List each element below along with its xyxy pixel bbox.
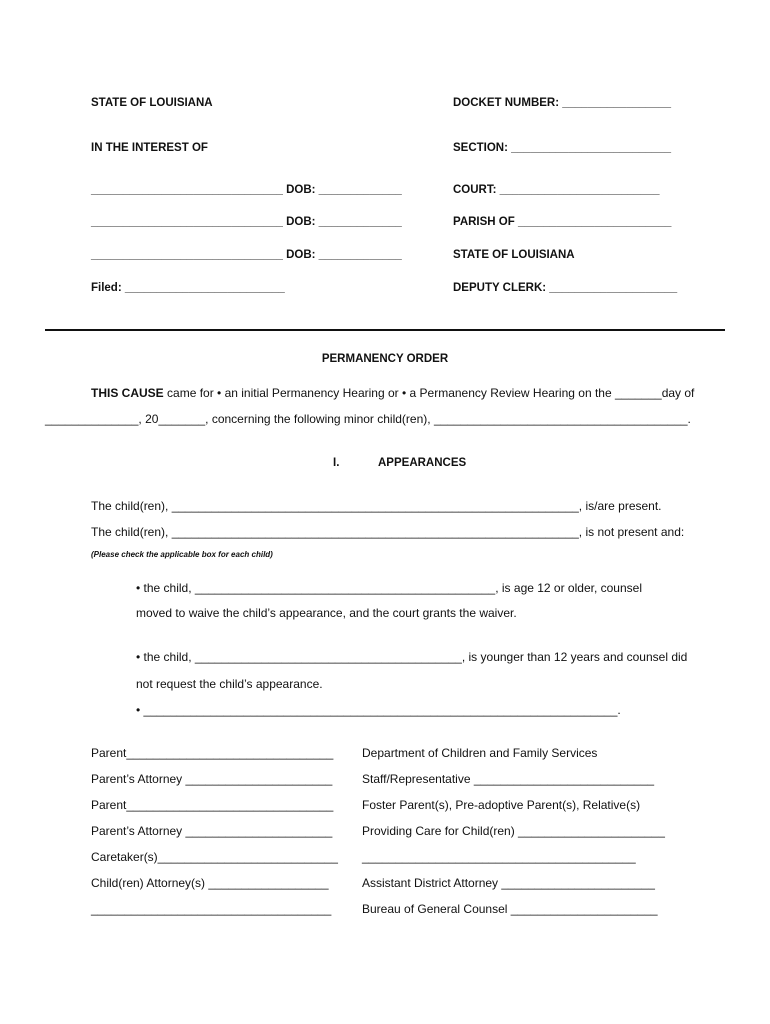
party-right-5: _________________________________________ [362, 850, 636, 864]
filed-line: Filed: _________________________ [91, 282, 285, 294]
option-other-line: • _______________________________________________________________________. [136, 703, 621, 717]
section-number: I. [333, 457, 340, 469]
caption-state: STATE OF LOUISIANA [91, 97, 213, 109]
party-left-1: Parent_______________________________ [91, 746, 334, 760]
party-right-6: Assistant District Attorney _______________________ [362, 876, 655, 890]
docket-number: DOCKET NUMBER: _________________ [453, 97, 671, 109]
child-dob-line-3: ______________________________ DOB: _____________ [91, 249, 402, 261]
party-left-6: Child(ren) Attorney(s) __________________ [91, 876, 329, 890]
intro-line-2: ______________, 20_______, concerning the following minor child(ren), ______________________________________. [45, 412, 691, 426]
option-under-12-line-2: not request the child’s appearance. [136, 677, 323, 691]
intro-line-1 [91, 386, 694, 400]
party-right-3: Foster Parent(s), Pre-adoptive Parent(s), Relative(s) [362, 798, 641, 812]
court-line: COURT: _________________________ [453, 184, 660, 196]
caption-state-right: STATE OF LOUISIANA [453, 249, 575, 261]
party-right-2: Staff/Representative ___________________________ [362, 772, 655, 786]
option-under-12-line-1: • the child, ________________________________________, is younger than 12 years and counsel did [136, 650, 688, 664]
party-left-3: Parent_______________________________ [91, 798, 334, 812]
party-left-4: Parent’s Attorney ______________________ [91, 824, 333, 838]
caption-divider [45, 329, 725, 331]
party-left-7: ____________________________________ [91, 902, 332, 916]
deputy-clerk-line: DEPUTY CLERK: ____________________ [453, 282, 678, 294]
party-left-5: Caretaker(s)___________________________ [91, 850, 338, 864]
party-right-4: Providing Care for Child(ren) ______________________ [362, 824, 665, 838]
section-title: APPEARANCES [378, 457, 467, 469]
instruction-note: (Please check the applicable box for each child) [91, 550, 273, 559]
option-waiver-line-2: moved to waive the child’s appearance, and the court grants the waiver. [136, 606, 517, 620]
section-line: SECTION: _________________________ [453, 142, 672, 154]
party-right-1: Department of Children and Family Services [362, 746, 598, 760]
child-dob-line-1: ______________________________ DOB: _____________ [91, 184, 402, 196]
option-waiver-line-1: • the child, _____________________________________________, is age 12 or older, counsel [136, 581, 642, 595]
party-left-2: Parent’s Attorney ______________________ [91, 772, 333, 786]
children-not-present-line: The child(ren), _____________________________________________________________, is not present and: [91, 525, 685, 539]
intro-line-1-text: came for • an initial Permanency Hearing or • a Permanency Review Hearing on the _______day of [163, 386, 695, 400]
intro-bold-lead: THIS CAUSE [91, 386, 164, 400]
caption-interest-of: IN THE INTEREST OF [91, 142, 208, 154]
children-present-line: The child(ren), _____________________________________________________________, is/are present. [91, 499, 662, 513]
child-dob-line-2: ______________________________ DOB: _____________ [91, 216, 402, 228]
party-right-7: Bureau of General Counsel ______________________ [362, 902, 658, 916]
parish-line: PARISH OF ________________________ [453, 216, 672, 228]
order-title: PERMANENCY ORDER [321, 353, 449, 365]
